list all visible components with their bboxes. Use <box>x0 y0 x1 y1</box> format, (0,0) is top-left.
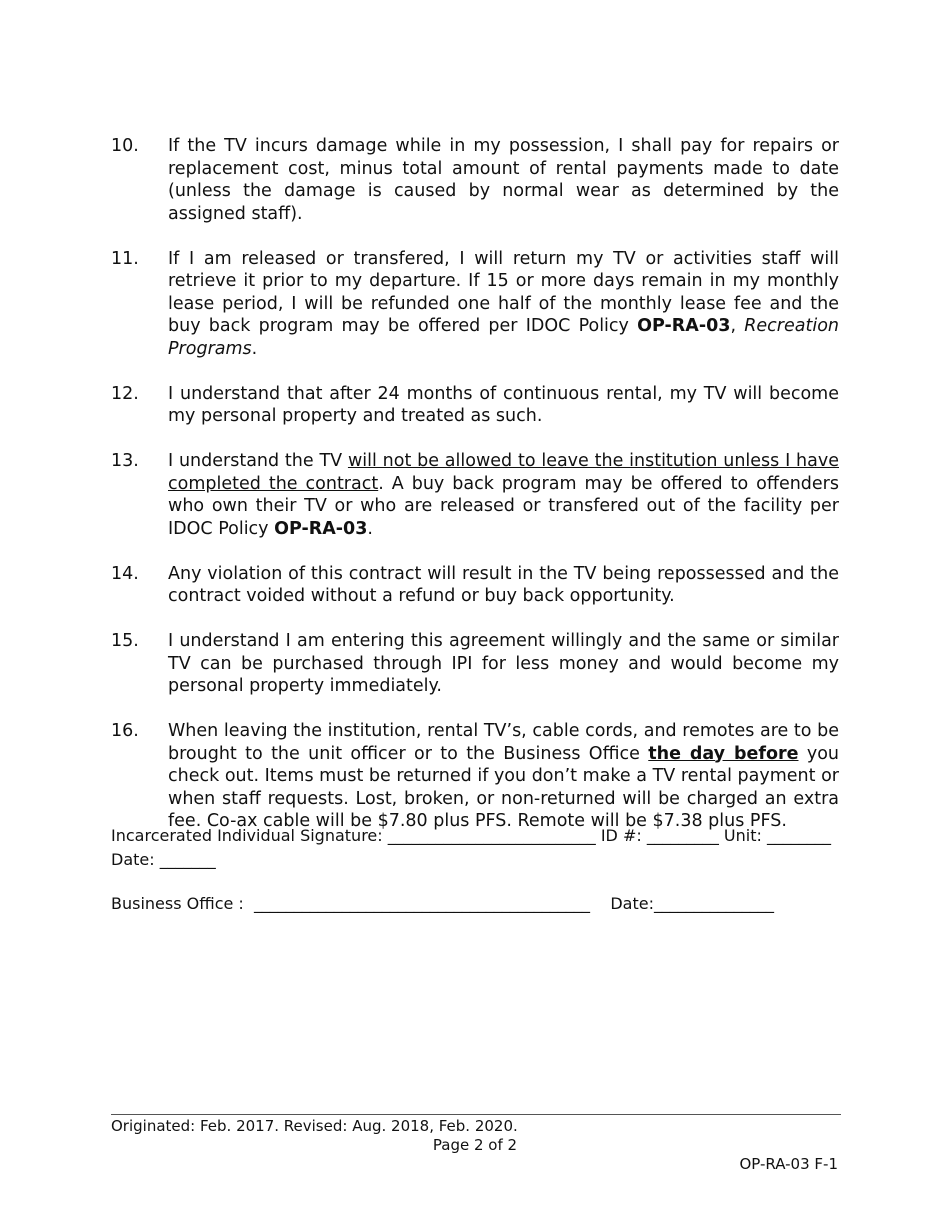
list-item <box>111 720 839 833</box>
list-item <box>111 248 839 361</box>
item-text-segment: OP-RA-03 <box>274 518 368 539</box>
item-text <box>168 563 839 608</box>
item-number: 16. <box>111 721 139 741</box>
list-item <box>111 450 839 540</box>
item-text-segment: OP-RA-03 <box>637 316 731 336</box>
item-text-segment: I understand the TV <box>168 451 348 471</box>
item-text-segment: , <box>730 316 745 336</box>
item-text <box>168 630 839 698</box>
item-text <box>168 383 839 428</box>
item-text-segment: the day before <box>648 743 799 764</box>
item-text-segment: . <box>367 518 373 539</box>
agreement-terms-list <box>111 135 839 855</box>
item-text-segment: will not be allowed to leave the institution unless I have completed the contract <box>168 451 839 494</box>
list-item <box>111 383 839 428</box>
list-item <box>111 630 839 698</box>
item-text <box>168 720 839 833</box>
item-text <box>168 450 839 540</box>
item-text-segment: . <box>251 338 258 359</box>
item-number: 10. <box>111 136 139 156</box>
item-text-segment: I understand that after 24 months of continuous rental, my TV will become my personal property and treated as such. <box>168 383 839 426</box>
item-number: 12. <box>111 383 139 404</box>
item-number: 13. <box>111 451 139 471</box>
signature-line: Incarcerated Individual Signature: __________________________ ID #: _________ Unit: ________ <box>111 826 831 845</box>
item-text-segment: Any violation of this contract will result in the TV being repossessed and the contract voided without a refund or buy back opportunity. <box>168 563 839 606</box>
footer-page-number: Page 2 of 2 <box>432 1136 518 1154</box>
item-number: 14. <box>111 563 139 584</box>
item-number: 11. <box>111 248 139 269</box>
footer-divider <box>111 1114 841 1115</box>
item-text-segment: I understand I am entering this agreement willingly and the same or similar TV can be purchased through IPI for less money and would become my personal property immediately. <box>168 631 839 696</box>
item-text-segment: you check out. Items must be returned if you don’t make a TV rental payment or when staff requests. Lost, broken, or non-returned will be charged an extra fee. Co-ax cable will be $7.80 plus PFS. Remote will be $7.38 plus PFS. <box>168 743 840 831</box>
list-item <box>111 135 839 225</box>
footer-originated: Originated: Feb. 2017. Revised: Aug. 2018, Feb. 2020. <box>111 1117 518 1135</box>
item-text-segment: If the TV incurs damage while in my possession, I shall pay for repairs or replacement cost, minus total amount of rental payments made to date (unless the damage is caused by normal wear as determined by the assigned staff). <box>168 136 839 224</box>
footer-form-code: OP-RA-03 F-1 <box>739 1155 838 1173</box>
item-text <box>168 248 839 361</box>
item-number: 15. <box>111 631 139 651</box>
item-text-segment: Recreation Programs <box>168 316 839 359</box>
item-text <box>168 135 839 225</box>
business-office-line: Business Office : __________________________________________ Date:_______________ <box>111 894 774 913</box>
item-text-segment: . A buy back program may be offered to offenders who own their TV or who are released or transfered out of the facility per IDOC Policy <box>168 473 839 539</box>
item-text-segment: If I am released or transfered, I will return my TV or activities staff will retrieve it prior to my departure. If 15 or more days remain in my monthly lease period, I will be refunded one half of the monthly lease fee and the buy back program may be offered per IDOC Policy <box>168 248 839 336</box>
list-item <box>111 563 839 608</box>
signature-date-line: Date: _______ <box>111 850 216 869</box>
item-text-segment: When leaving the institution, rental TV’s, cable cords, and remotes are to be brought to the unit officer or to the Business Office <box>168 721 839 764</box>
